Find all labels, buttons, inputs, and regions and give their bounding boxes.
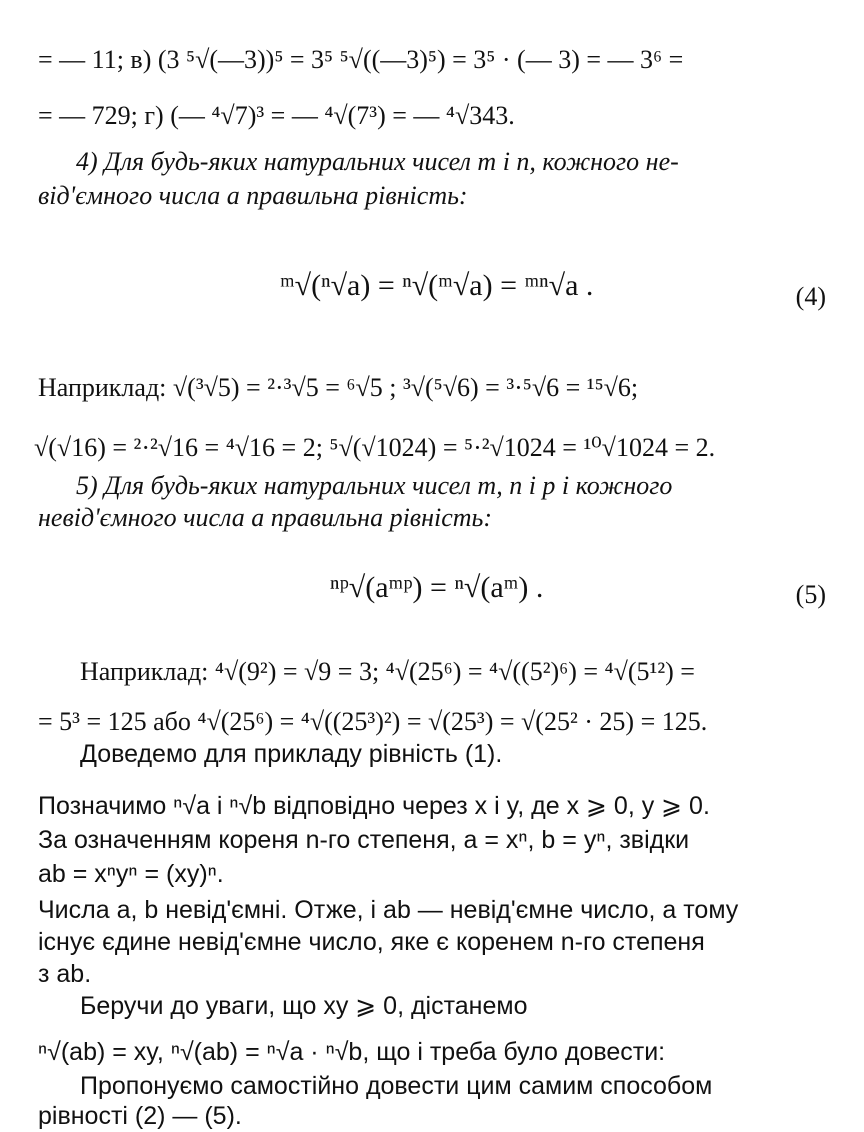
exercise-line-2: рівності (2) — (5). [38,1102,242,1130]
property-5-statement-line-2: невід'ємного числа a правильна рівність: [38,503,493,532]
proof-line-3: ab = xⁿyⁿ = (xy)ⁿ. [38,860,224,888]
example-4-line-1: Наприклад: √(³√5) = ²·³√5 = ⁶√5 ; ³√(⁵√6) = ³·⁵√6 = ¹⁵√6; [38,373,639,402]
property-5-statement-line-1: 5) Для будь-яких натуральних чисел m, n і p і кожного [76,471,673,500]
example-4-line-2: √(√16) = ²·²√16 = ⁴√16 = 2; ⁵√(√1024) = ⁵·²√1024 = ¹⁰√1024 = 2. [34,433,716,462]
property-4-statement-line-2: від'ємного числа a правильна рівність: [38,181,468,210]
proof-conclusion: ⁿ√(ab) = xy, ⁿ√(ab) = ⁿ√a · ⁿ√b, що і треба було довести: [38,1038,666,1066]
example-5-line-1: Наприклад: ⁴√(9²) = √9 = 3; ⁴√(25⁶) = ⁴√((5²)⁶) = ⁴√(5¹²) = [80,657,695,686]
example-g-line: = — 729; г) (— ⁴√7)³ = — ⁴√(7³) = — ⁴√343. [38,101,515,130]
exercise-line-1: Пропонуємо самостійно довести цим самим способом [80,1072,713,1100]
proof-line-6: з ab. [38,960,92,988]
example-5-line-2: = 5³ = 125 або ⁴√(25⁶) = ⁴√((25³)²) = √(25³) = √(25² · 25) = 125. [38,707,708,736]
property-4-statement-line-1: 4) Для будь-яких натуральних чисел m і n, кожного не- [76,147,679,176]
proof-intro: Доведемо для прикладу рівність (1). [80,740,503,768]
formula-4: ᵐ√(ⁿ√a) = ⁿ√(ᵐ√a) = ᵐⁿ√a . [280,269,594,302]
proof-line-5: існує єдине невід'ємне число, яке є коренем n-го степеня [38,928,705,956]
formula-5: ⁿᵖ√(aᵐᵖ) = ⁿ√(aᵐ) . [330,571,544,604]
proof-line-7: Беручи до уваги, що xy ⩾ 0, дістанемо [80,992,528,1020]
proof-line-1: Позначимо ⁿ√a і ⁿ√b відповідно через x і y, де x ⩾ 0, y ⩾ 0. [38,792,710,820]
formula-5-number: (5) [795,580,826,609]
formula-4-number: (4) [795,282,826,311]
proof-line-4: Числа a, b невід'ємні. Отже, і ab — невід'ємне число, а тому [38,896,739,924]
example-v-line: = — 11; в) (3 ⁵√(—3))⁵ = 3⁵ ⁵√((—3)⁵) = 3⁵ · (— 3) = — 3⁶ = [38,45,684,74]
proof-line-2: За означенням кореня n-го степеня, a = xⁿ, b = yⁿ, звідки [38,826,690,854]
